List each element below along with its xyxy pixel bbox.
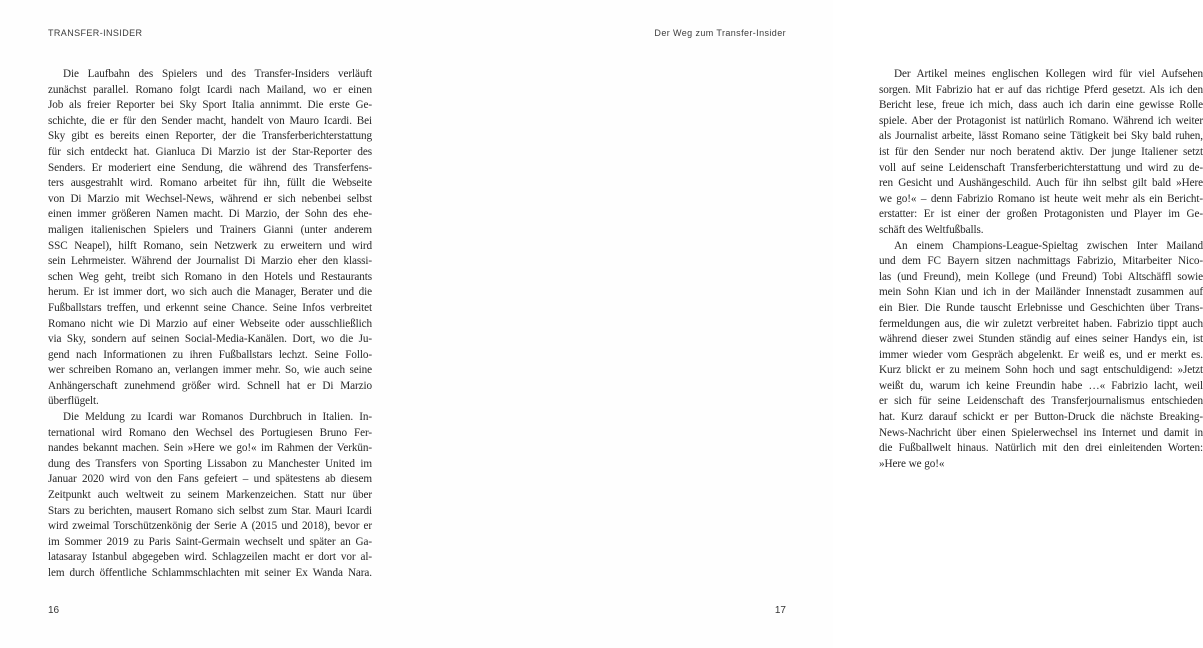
text-line: »Here we go!«: [879, 457, 945, 470]
text-line: für sich entdeckt hat. Gianluca Di Marzio ist der Star-Reporter des: [48, 145, 372, 158]
running-header-right: Der Weg zum Transfer-Insider: [654, 28, 786, 38]
text-line: ters ausgestrahlt wird. Romano arbeitet für ihn, füllt die Webseite: [48, 177, 372, 190]
text-line: mein Sohn Kian und ich in der Mailänder Innenstadt zusammen auf: [879, 286, 1203, 299]
text-line: lem durch öffentliche Schlammschlachten mit seiner Ex Wanda Nara.: [48, 567, 372, 579]
text-line: Die Meldung zu Icardi war Romanos Durchbruch in Italien. In-: [63, 411, 372, 424]
text-line: fermeldungen aus, die wir zuletzt verbreitet haben. Fabrizio tippt auch: [879, 317, 1203, 330]
text-line: er sich für seine Leidenschaft des Transferjournalismus entschieden: [879, 395, 1203, 408]
text-line: Bericht lese, freue ich mich, dass auch ich darin eine gewisse Rolle: [879, 99, 1203, 112]
text-line: zunächst parallel. Romano folgt Icardi nach Mailand, wo er einen: [48, 83, 372, 96]
text-line: Sky gibt es bereits einen Reporter, der die Transferberichterstattung: [48, 130, 372, 143]
text-line: SSC Neapel), hilft Romano, sein Netzwerk zu erweitern und wird: [48, 239, 372, 252]
left-page-text-block: [48, 67, 372, 582]
text-line: An einem Champions-League-Spieltag zwischen Inter Mailand: [894, 239, 1203, 252]
text-line: Die Laufbahn des Spielers und des Transfer-Insiders verläuft: [63, 68, 372, 80]
right-page-text-block: [879, 67, 1203, 472]
running-header-left: TRANSFER-INSIDER: [48, 28, 143, 38]
text-line: sorgen. Mit Fabrizio hat er auf das richtige Pferd gesetzt. Als ich den: [879, 83, 1203, 96]
text-line: sein Lehrmeister. Während der Journalist Di Marzio eher den klassi-: [48, 255, 372, 268]
text-line: dung des Transfers von Sporting Lissabon zu Manchester United im: [48, 457, 372, 470]
text-line: wer schreiben Romano an, verlangen immer mehr. So, wie auch seine: [48, 364, 372, 377]
text-line: im Sommer 2019 zu Paris Saint-Germain wechselt und später an Ga-: [48, 535, 372, 548]
text-line: erstatter: Er ist einer der großen Protagonisten und Player im Ge-: [879, 208, 1203, 221]
text-line: Kurz blickt er zu meinem Sohn hoch und sagt entschuldigend: »Jetzt: [879, 364, 1203, 377]
text-line: Fußballstars treffen, und erkennt seine Chance. Seine Infos verbreitet: [48, 301, 372, 314]
text-line: ist für den Sender nur noch beratend aktiv. Der junge Italiener setzt: [879, 145, 1203, 158]
text-line: Der Artikel meines englischen Kollegen wird für viel Aufsehen: [894, 68, 1203, 80]
text-line: schen Weg geht, treibt sich Romano in den Hotels und Restaurants: [48, 270, 372, 283]
text-line: Stars zu berichten, mausert Romano sich selbst zum Star. Mauri Icardi: [48, 504, 372, 517]
text-line: nandes bekannt machen. Sein »Here we go!« im Rahmen der Verkün-: [48, 442, 372, 455]
text-line: Zeitpunkt auch weltweit zu seinem Markenzeichen. Statt nur über: [48, 489, 372, 502]
text-line: Romano nicht wie Di Marzio auf einer Webseite oder ausschließlich: [48, 317, 372, 330]
page-number-right: 17: [774, 605, 786, 616]
text-line: und dem FC Bayern sitzen nachmittags Fabrizio, Mitarbeiter Nico-: [879, 255, 1203, 268]
text-line: ren Gesicht und Aushängeschild. Auch für ihn selbst gilt bald »Here: [879, 177, 1203, 190]
text-line: gend nach Informationen zu ihren Fußballstars lechzt. Seine Follo-: [48, 348, 372, 361]
text-line: via Sky, sondern auf seinen Social-Media-Kanälen. Dort, wo die Ju-: [48, 333, 372, 346]
text-line: Anhängerschaft zunehmend größer wird. Schnell hat er Di Marzio: [48, 379, 372, 392]
text-line: ein Bier. Die Runde tauscht Erlebnisse und Geschichten über Trans-: [879, 301, 1203, 314]
text-line: wird zweimal Torschützenkönig der Serie A (2015 und 2018), bevor er: [48, 520, 372, 533]
text-line: maligen italienischen Spielers und Trainers Gianni (unter anderem: [48, 223, 372, 236]
text-line: von Di Marzio mit Wechsel-News, während er sich nebenbei selbst: [48, 192, 372, 205]
text-line: ternational wird Romano den Wechsel des Portugiesen Bruno Fer-: [48, 426, 372, 439]
text-line: las (und Freund), mein Kollege (und Freund) Tobi Altschäffl sowie: [879, 270, 1203, 283]
text-line: voll auf seine Leidenschaft Transferberichterstattung und wird zu de-: [879, 161, 1203, 174]
text-line: während dieser zwei Stunden ständig auf eines seiner Handys ein, ist: [879, 333, 1203, 346]
right-page: [417, 0, 1203, 648]
text-line: einen immer größeren Namen macht. Di Marzio, der Sohn des ehe-: [48, 208, 372, 221]
text-line: latasaray Istanbul abgegeben wird. Schlagzeilen macht er dort vor al-: [48, 551, 372, 564]
text-line: hat. Kurz darauf schickt er per Button-Druck die nächste Breaking-: [879, 411, 1203, 424]
text-line: we go!« – denn Fabrizio Romano ist heute weit mehr als ein Bericht-: [879, 192, 1203, 205]
text-line: Januar 2020 wird von den Fans gefeiert – und spätestens ab diesem: [48, 473, 372, 486]
text-line: überflügelt.: [48, 395, 99, 408]
text-line: News-Nachricht über einen Spielerwechsel ins Internet und damit in: [879, 426, 1203, 439]
text-line: weißt du, warum ich keine Freundin habe …« Fabrizio lacht, weil: [879, 379, 1203, 392]
text-line: Job als freier Reporter bei Sky Sport Italia annimmt. Die erste Ge-: [48, 99, 372, 112]
text-line: als Journalist arbeite, lässt Romano seine Tätigkeit bei Sky bald ruhen,: [879, 130, 1203, 143]
text-line: schichte, die er für den Sender macht, handelt von Mauro Icardi. Bei: [48, 114, 372, 127]
text-line: spiele. Aber der Protagonist ist natürlich Romano. Während ich weiter: [879, 114, 1203, 127]
page-number-left: 16: [48, 605, 60, 616]
left-page: [0, 0, 416, 648]
text-line: die Fußballwelt hinaus. Natürlich mit den drei einleitenden Worten:: [879, 442, 1203, 455]
text-line: herum. Er ist immer dort, wo sich auch die Manager, Berater und die: [48, 286, 372, 299]
text-line: schäft des Weltfußballs.: [879, 223, 984, 236]
text-line: Senders. Er moderiert eine Sendung, die während des Transferfens-: [48, 161, 372, 174]
text-line: immer wieder vom Gespräch abgelenkt. Er weiß es, und er merkt es.: [879, 348, 1203, 361]
